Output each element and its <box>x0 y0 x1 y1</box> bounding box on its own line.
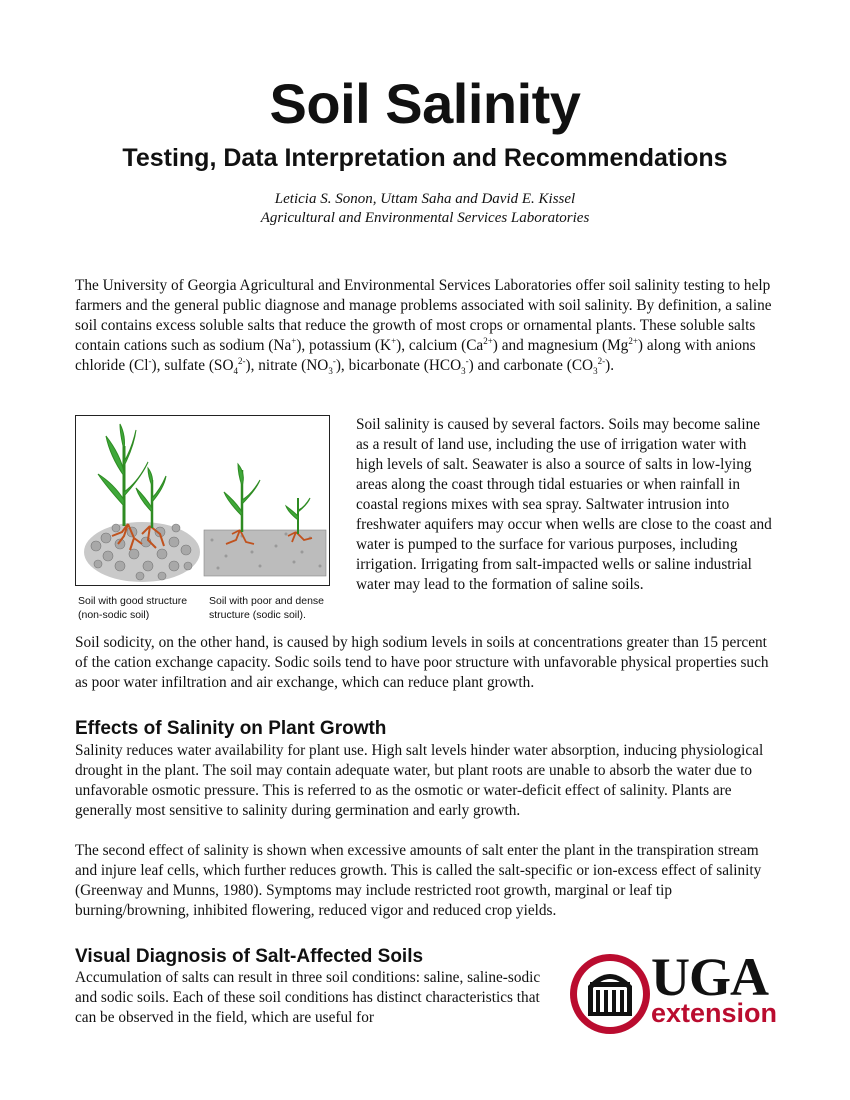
section-heading-visual-diagnosis: Visual Diagnosis of Salt-Affected Soils <box>75 946 424 967</box>
poor-structure-soil <box>204 530 326 576</box>
section-heading-effects: Effects of Salinity on Plant Growth <box>75 718 387 739</box>
causes-paragraph: Soil salinity is caused by several factors. Soils may become saline as a result of land use, including the use of irrigation water with high levels of salt. Seawater is also a source of salts in low-lying areas along the coast through tidal estuaries or when rainfall in coastal regions mixes with sea spray. Saltwater intrusion into freshwater aquifers may occur when wells are close to the coast and water is pumped to the surface for various purposes, including irrigation. Irrigating from salt-impacted wells or saline industrial water may lead to the formation of saline soils. <box>356 416 772 593</box>
plant-stunted-small <box>286 498 310 534</box>
page-subtitle: Testing, Data Interpretation and Recommendations <box>122 144 728 172</box>
affiliation: Agricultural and Environmental Services Laboratories <box>260 210 590 226</box>
soil-illustration <box>76 416 330 586</box>
sodicity-paragraph: Soil sodicity, on the other hand, is caused by high sodium levels in soils at concentrations greater than 15 percent of the cation exchange capacity. Sodic soils tend to have poor structure with unfavorable physical properties such as poor water infiltration and air exchange, which can reduce plant growth. <box>75 634 769 691</box>
intro-paragraph: The University of Georgia Agricultural and Environmental Services Laboratories offer soil salinity testing to help farmers and the general public diagnose and manage problems associated with soil salinity. By definition, a saline soil contains excess soluble salts that reduce the growth of most crops or ornamental plants. These soluble salts contain cations such as sodium (Na+), potassium (K+), calcium $(Ca^{2+})$ and magnesium $(Mg^{2+})$ along with anions chloride (Cl-), sulfate $(SO_4^{2-})$, nitrate $(NO_3^-)$, bicarbonate $(HCO_3^-)$ and carbonate $(CO_3^{2-})$. <box>75 277 772 377</box>
page-title: Soil Salinity <box>269 72 581 135</box>
plant-small <box>136 468 166 528</box>
soil-structure-figure <box>75 415 330 586</box>
good-structure-soil <box>84 522 200 582</box>
figure-caption-left: Soil with good structure (non-sodic soil) <box>78 595 188 621</box>
effects-paragraph-1: Salinity reduces water availability for plant use. High salt levels hinder water absorption, inducing physiological drought in the plant. The soil may contain adequate water, but plant roots are unable to absorb the water due to unfavorable osmotic pressure. This is referred to as the osmotic or water-deficit effect of salinity. Plants are generally most sensitive to salinity during germination and early growth. <box>75 742 764 819</box>
arch-icon <box>568 952 652 1036</box>
authors: Leticia S. Sonon, Uttam Saha and David E. Kissel <box>274 191 576 207</box>
plant-stunted-medium <box>224 464 260 532</box>
figure-caption-right: Soil with poor and dense structure (sodic soil). <box>209 595 324 621</box>
visual-diagnosis-paragraph: Accumulation of salts can result in three soil conditions: saline, saline-sodic and sodic soils. Each of these soil conditions has distinct characteristics that can be observed in the field, which are useful for <box>75 969 541 1026</box>
effects-paragraph-2: The second effect of salinity is shown when excessive amounts of salt enter the plant in the transpiration stream and injure leaf cells, which further reduces growth. This is called the salt-specific or ion-excess effect of salinity (Greenway and Munns, 1980). Symptoms may include restricted root growth, marginal or leaf tip burning/browning, inhibited flowering, reduced vigor and reduced crop yields. <box>75 842 762 919</box>
logo-wordmark: UGA <box>651 947 768 1007</box>
plant-tall <box>98 424 148 526</box>
logo-extension-text: extension <box>651 998 778 1028</box>
